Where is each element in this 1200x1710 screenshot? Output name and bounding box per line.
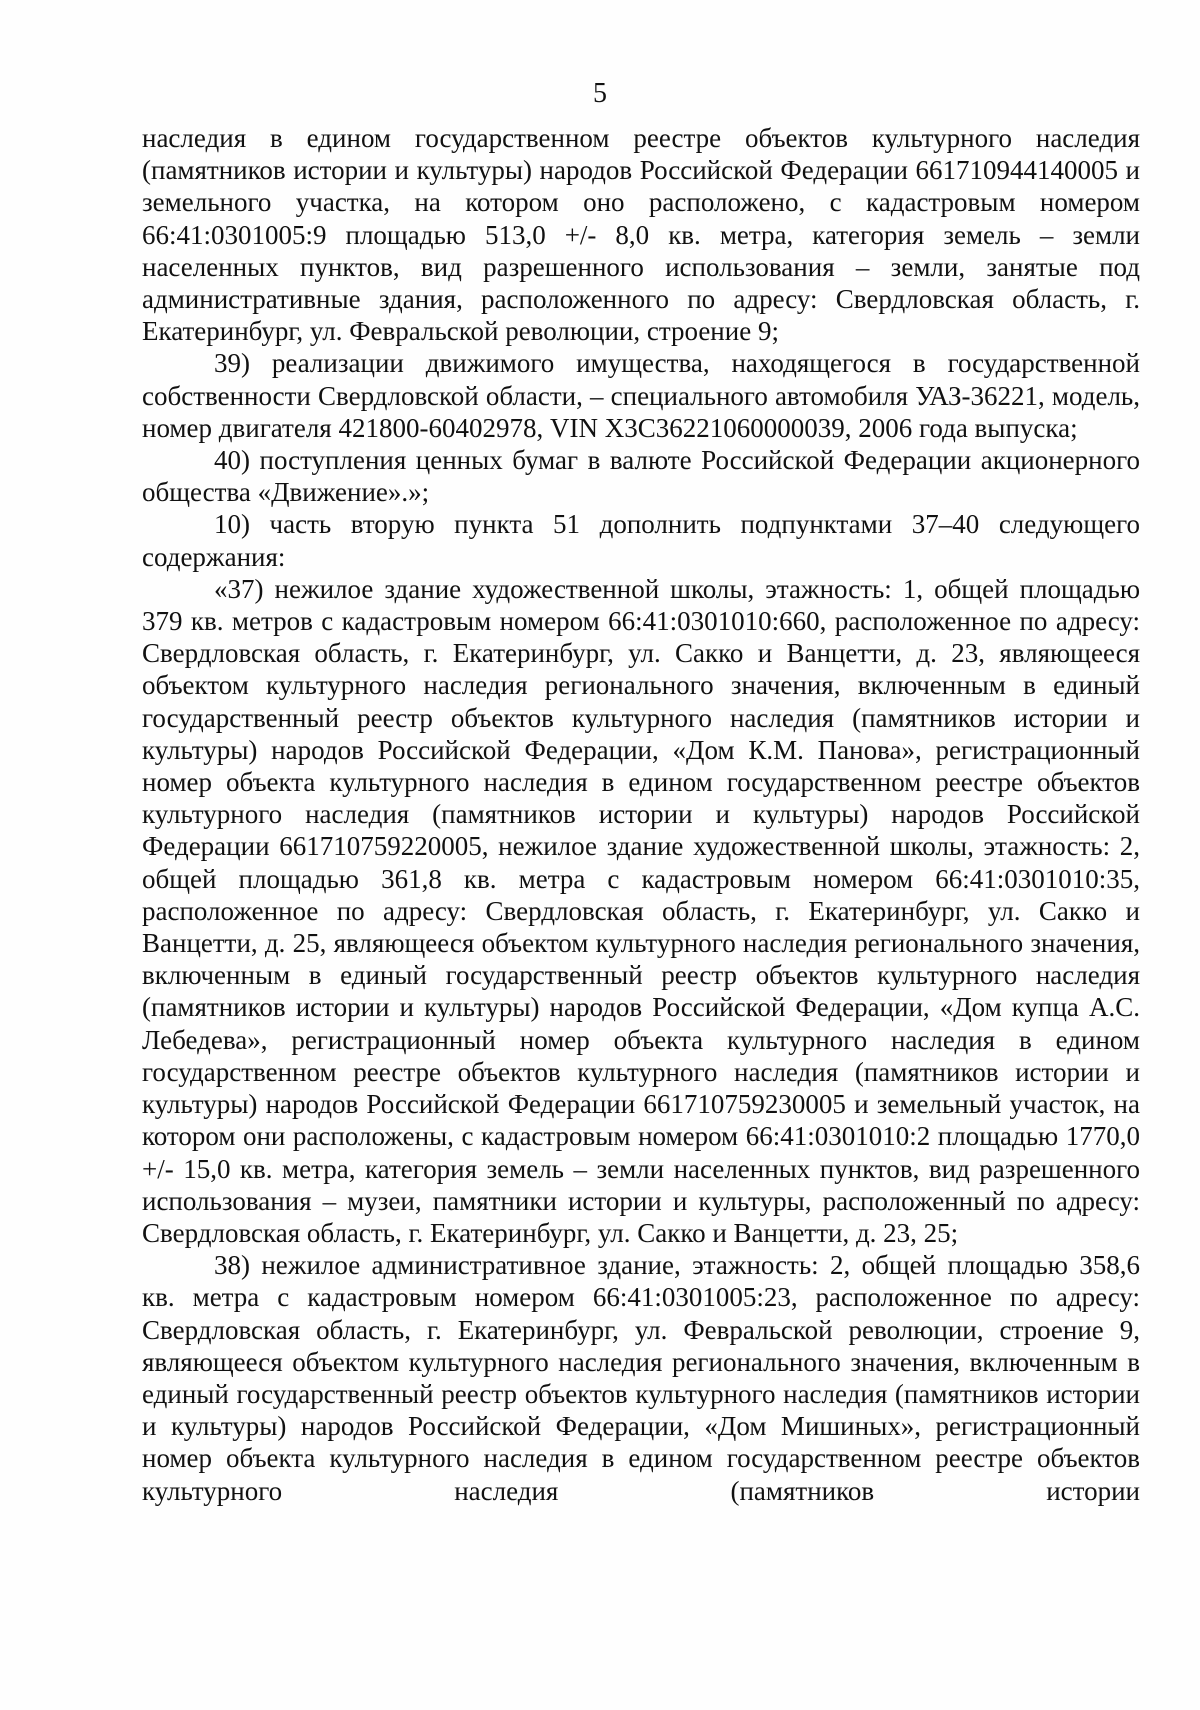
page-number: 5: [593, 78, 607, 109]
document-body: [142, 122, 1140, 1507]
paragraph-subitem-37: «37) нежилое здание художественной школы, этажность: 1, общей площадью 379 кв. метров с кадастровым номером 66:41:0301010:660, расположенное по адресу: Свердловская область, г. Екатеринбург, ул. Сакко и Ванцетти, д. 23, являющееся объектом культурного наследия регионального значения, включенным в единый государственный реестр объектов культурного наследия (памятников истории и культуры) народов Российской Федерации, «Дом К.М. Панова», регистрационный номер объекта культурного наследия в едином государственном реестре объектов культурного наследия (памятников истории и культуры) народов Российской Федерации 661710759220005, нежилое здание художественной школы, этажность: 2, общей площадью 361,8 кв. метра с кадастровым номером 66:41:0301010:35, расположенное по адресу: Свердловская область, г. Екатеринбург, ул. Сакко и Ванцетти, д. 25, являющееся объектом культурного наследия регионального значения, включенным в единый государственный реестр объектов культурного наследия (памятников истории и культуры) народов Российской Федерации, «Дом купца А.С. Лебедева», регистрационный номер объекта культурного наследия в едином государственном реестре объектов культурного наследия (памятников истории и культуры) народов Российской Федерации 661710759230005 и земельный участок, на котором они расположены, с кадастровым номером 66:41:0301010:2 площадью 1770,0 +/- 15,0 кв. метра, категория земель – земли населенных пунктов, вид разрешенного использования – музеи, памятники истории и культуры, расположенный по адресу: Свердловская область, г. Екатеринбург, ул. Сакко и Ванцетти, д. 23, 25;: [142, 573, 1140, 1248]
paragraph-item-40: 40) поступления ценных бумаг в валюте Российской Федерации акционерного общества «Движение».»;: [142, 445, 1140, 508]
paragraph-item-39: 39) реализации движимого имущества, находящегося в государственной собственности Свердловской области, – специального автомобиля УАЗ-36221, модель, номер двигателя 421800-60402978, VIN X3C36221060000039, 2006 года выпуска;: [142, 348, 1140, 443]
paragraph-item-10: 10) часть вторую пункта 51 дополнить подпунктами 37–40 следующего содержания:: [142, 509, 1140, 572]
paragraph-subitem-38: 38) нежилое административное здание, этажность: 2, общей площадью 358,6 кв. метра с кадастровым номером 66:41:0301005:23, расположенное по адресу: Свердловская область, г. Екатеринбург, ул. Февральской революции, строение 9, являющееся объектом культурного наследия регионального значения, включенным в единый государственный реестр объектов культурного наследия (памятников истории и культуры) народов Российской Федерации, «Дом Мишиных», регистрационный номер объекта культурного наследия в едином государственном реестре объектов культурного наследия (памятников истории: [142, 1250, 1140, 1506]
paragraph-continuation: наследия в едином государственном реестре объектов культурного наследия (памятников истории и культуры) народов Российской Федерации 661710944140005 и земельного участка, на котором оно расположено, с кадастровым номером 66:41:0301005:9 площадью 513,0 +/- 8,0 кв. метра, категория земель – земли населенных пунктов, вид разрешенного использования – земли, занятые под административные здания, расположенного по адресу: Свердловская область, г. Екатеринбург, ул. Февральской революции, строение 9;: [142, 123, 1140, 347]
